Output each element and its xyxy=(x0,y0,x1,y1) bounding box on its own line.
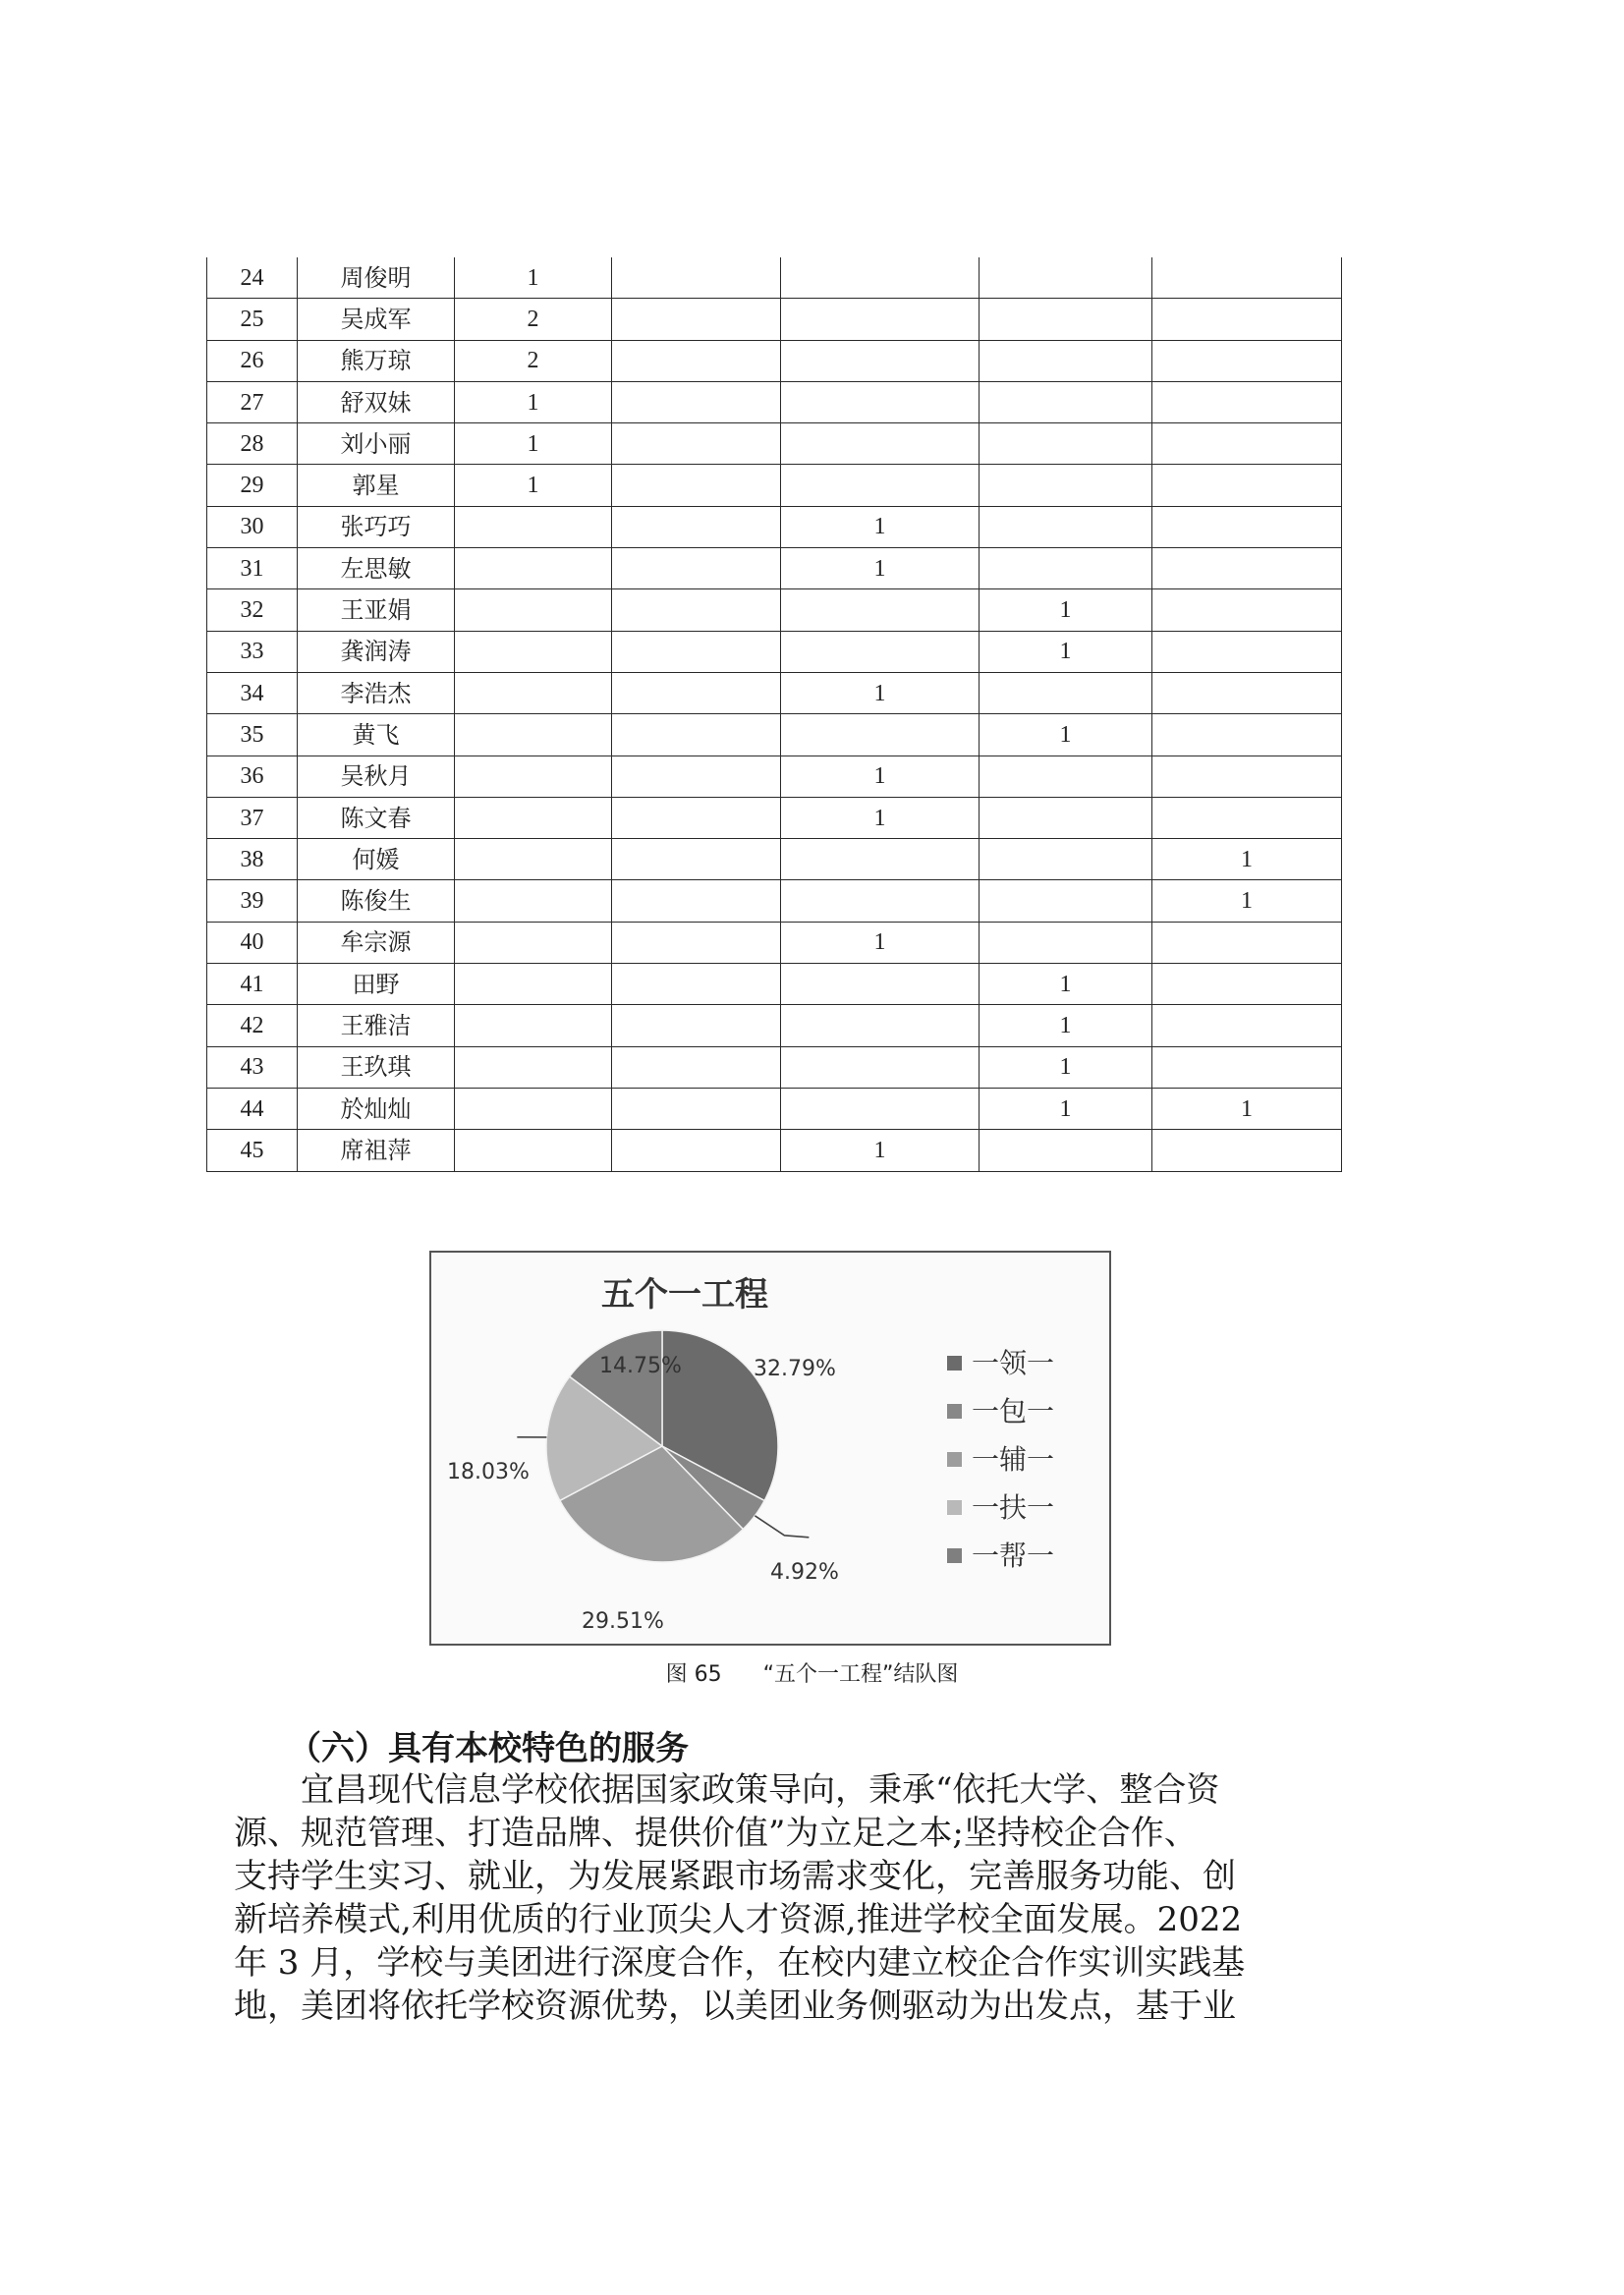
count-cell xyxy=(455,797,612,838)
name-cell: 王雅洁 xyxy=(298,1005,455,1046)
count-cell xyxy=(980,880,1152,922)
legend-label: 一辅一 xyxy=(972,1443,1055,1476)
table-row xyxy=(207,1046,1342,1088)
count-cell xyxy=(781,880,980,922)
row-number-cell: 44 xyxy=(207,1088,298,1129)
row-number-cell: 27 xyxy=(207,381,298,422)
count-cell xyxy=(781,381,980,422)
count-cell: 1 xyxy=(980,714,1152,756)
name-cell: 王亚娟 xyxy=(298,589,455,631)
count-cell xyxy=(1152,381,1342,422)
table-row xyxy=(207,880,1342,922)
slice-percent-label: 14.75% xyxy=(599,1354,682,1378)
count-cell xyxy=(980,548,1152,589)
count-cell xyxy=(455,922,612,963)
count-cell xyxy=(781,423,980,465)
slice-percent-label: 29.51% xyxy=(582,1609,664,1634)
count-cell xyxy=(612,1046,781,1088)
table-row xyxy=(207,922,1342,963)
count-cell xyxy=(612,1130,781,1171)
count-cell: 1 xyxy=(455,257,612,299)
row-number-cell: 36 xyxy=(207,756,298,797)
name-cell: 刘小丽 xyxy=(298,423,455,465)
count-cell xyxy=(980,506,1152,547)
row-number-cell: 45 xyxy=(207,1130,298,1171)
count-cell xyxy=(980,423,1152,465)
count-cell xyxy=(612,922,781,963)
count-cell xyxy=(781,299,980,340)
count-cell xyxy=(612,381,781,422)
count-cell xyxy=(781,839,980,880)
pie-chart-svg xyxy=(431,1253,1109,1644)
name-cell: 龚润涛 xyxy=(298,631,455,672)
count-cell xyxy=(612,631,781,672)
row-number-cell: 30 xyxy=(207,506,298,547)
count-cell xyxy=(612,423,781,465)
count-cell xyxy=(781,589,980,631)
table-row xyxy=(207,797,1342,838)
count-cell xyxy=(1152,589,1342,631)
table-row xyxy=(207,672,1342,713)
count-cell xyxy=(455,839,612,880)
table-row xyxy=(207,257,1342,299)
row-number-cell: 26 xyxy=(207,340,298,381)
row-number-cell: 24 xyxy=(207,257,298,299)
count-cell xyxy=(612,839,781,880)
count-cell xyxy=(612,964,781,1005)
legend-label: 一领一 xyxy=(972,1347,1055,1379)
count-cell xyxy=(455,880,612,922)
count-cell: 1 xyxy=(781,506,980,547)
name-cell: 何媛 xyxy=(298,839,455,880)
name-cell: 黄飞 xyxy=(298,714,455,756)
count-cell xyxy=(781,340,980,381)
count-cell xyxy=(1152,1005,1342,1046)
count-cell xyxy=(1152,1046,1342,1088)
count-cell xyxy=(781,1046,980,1088)
name-cell: 周俊明 xyxy=(298,257,455,299)
count-cell xyxy=(612,257,781,299)
table-row xyxy=(207,340,1342,381)
row-number-cell: 28 xyxy=(207,423,298,465)
table-row xyxy=(207,1088,1342,1129)
table-row xyxy=(207,299,1342,340)
count-cell xyxy=(612,1088,781,1129)
count-cell xyxy=(612,589,781,631)
count-cell xyxy=(980,299,1152,340)
count-cell xyxy=(1152,797,1342,838)
name-cell: 郭星 xyxy=(298,465,455,506)
count-cell xyxy=(455,964,612,1005)
count-cell xyxy=(980,381,1152,422)
count-cell: 1 xyxy=(781,756,980,797)
count-cell xyxy=(612,797,781,838)
count-cell xyxy=(455,714,612,756)
count-cell xyxy=(612,672,781,713)
table-row xyxy=(207,465,1342,506)
count-cell xyxy=(455,672,612,713)
count-cell xyxy=(612,714,781,756)
count-cell xyxy=(1152,423,1342,465)
count-cell xyxy=(781,964,980,1005)
row-number-cell: 35 xyxy=(207,714,298,756)
count-cell xyxy=(455,589,612,631)
paragraph-line: 宜昌现代信息学校依据国家政策导向，秉承“依托大学、整合资 xyxy=(301,1770,1220,1810)
legend-label: 一包一 xyxy=(972,1395,1055,1427)
count-cell xyxy=(612,299,781,340)
row-number-cell: 43 xyxy=(207,1046,298,1088)
row-number-cell: 29 xyxy=(207,465,298,506)
count-cell: 1 xyxy=(781,1130,980,1171)
chart-title: 五个一工程 xyxy=(601,1275,768,1315)
slice-percent-label: 4.92% xyxy=(770,1560,839,1585)
legend-label: 一扶一 xyxy=(972,1491,1055,1524)
name-cell: 田野 xyxy=(298,964,455,1005)
count-cell xyxy=(1152,964,1342,1005)
paragraph-line: 地，美团将依托学校资源优势，以美团业务侧驱动为出发点，基于业 xyxy=(234,1987,1236,2026)
section-heading: （六）具有本校特色的服务 xyxy=(288,1729,689,1768)
count-cell xyxy=(1152,257,1342,299)
count-cell: 1 xyxy=(455,381,612,422)
table-row xyxy=(207,756,1342,797)
count-cell xyxy=(1152,299,1342,340)
table-row xyxy=(207,589,1342,631)
legend-label: 一帮一 xyxy=(972,1539,1055,1572)
count-cell xyxy=(980,922,1152,963)
name-cell: 张巧巧 xyxy=(298,506,455,547)
count-cell xyxy=(455,506,612,547)
count-cell: 1 xyxy=(1152,839,1342,880)
count-cell xyxy=(781,1088,980,1129)
count-cell xyxy=(980,257,1152,299)
row-number-cell: 41 xyxy=(207,964,298,1005)
count-cell: 1 xyxy=(980,1088,1152,1129)
count-cell xyxy=(781,714,980,756)
table-row xyxy=(207,631,1342,672)
name-cell: 吴成军 xyxy=(298,299,455,340)
count-cell xyxy=(781,1005,980,1046)
legend-swatch xyxy=(947,1404,962,1419)
count-cell xyxy=(455,756,612,797)
count-cell: 1 xyxy=(980,631,1152,672)
count-cell: 1 xyxy=(455,465,612,506)
count-cell xyxy=(1152,506,1342,547)
count-cell xyxy=(612,340,781,381)
name-cell: 陈文春 xyxy=(298,797,455,838)
count-cell xyxy=(612,465,781,506)
count-cell xyxy=(781,465,980,506)
count-cell: 1 xyxy=(781,922,980,963)
count-cell xyxy=(612,1005,781,1046)
count-cell xyxy=(1152,714,1342,756)
table-row xyxy=(207,714,1342,756)
table-row xyxy=(207,423,1342,465)
count-cell xyxy=(612,880,781,922)
count-cell xyxy=(455,631,612,672)
table-row xyxy=(207,381,1342,422)
count-cell xyxy=(612,506,781,547)
count-cell xyxy=(980,340,1152,381)
count-cell xyxy=(1152,548,1342,589)
leader-line xyxy=(755,1516,809,1538)
count-cell: 2 xyxy=(455,299,612,340)
name-cell: 熊万琼 xyxy=(298,340,455,381)
slice-percent-label: 18.03% xyxy=(447,1460,530,1484)
row-number-cell: 25 xyxy=(207,299,298,340)
count-cell: 1 xyxy=(1152,1088,1342,1129)
name-cell: 牟宗源 xyxy=(298,922,455,963)
row-number-cell: 33 xyxy=(207,631,298,672)
count-cell xyxy=(612,756,781,797)
row-number-cell: 34 xyxy=(207,672,298,713)
count-cell: 1 xyxy=(980,589,1152,631)
count-cell xyxy=(455,548,612,589)
row-number-cell: 42 xyxy=(207,1005,298,1046)
count-cell xyxy=(1152,465,1342,506)
count-cell: 1 xyxy=(455,423,612,465)
name-cell: 王玖琪 xyxy=(298,1046,455,1088)
count-cell xyxy=(612,548,781,589)
table-row xyxy=(207,839,1342,880)
name-cell: 席祖萍 xyxy=(298,1130,455,1171)
legend-swatch xyxy=(947,1452,962,1467)
count-cell xyxy=(455,1046,612,1088)
count-cell: 1 xyxy=(781,548,980,589)
count-cell xyxy=(455,1005,612,1046)
count-cell xyxy=(1152,756,1342,797)
slice-percent-label: 32.79% xyxy=(754,1357,836,1381)
count-cell xyxy=(980,839,1152,880)
name-cell: 李浩杰 xyxy=(298,672,455,713)
table-row xyxy=(207,964,1342,1005)
table-row xyxy=(207,506,1342,547)
count-cell: 1 xyxy=(980,1046,1152,1088)
count-cell xyxy=(1152,340,1342,381)
paragraph-line: 新培养模式,利用优质的行业顶尖人才资源,推进学校全面发展。2022 xyxy=(234,1900,1243,1939)
count-cell xyxy=(980,672,1152,713)
count-cell xyxy=(980,797,1152,838)
count-cell xyxy=(1152,922,1342,963)
table-row xyxy=(207,548,1342,589)
table-row xyxy=(207,1130,1342,1171)
body-paragraph xyxy=(234,1768,1324,2028)
row-number-cell: 31 xyxy=(207,548,298,589)
row-number-cell: 39 xyxy=(207,880,298,922)
row-number-cell: 40 xyxy=(207,922,298,963)
count-cell xyxy=(980,1130,1152,1171)
name-cell: 吴秋月 xyxy=(298,756,455,797)
count-cell: 1 xyxy=(781,797,980,838)
name-cell: 左思敏 xyxy=(298,548,455,589)
table-row xyxy=(207,1005,1342,1046)
count-cell: 1 xyxy=(781,672,980,713)
legend-swatch xyxy=(947,1500,962,1515)
legend-swatch xyxy=(947,1548,962,1563)
paragraph-line: 年 3 月，学校与美团进行深度合作，在校内建立校企合作实训实践基 xyxy=(234,1943,1246,1983)
count-cell xyxy=(1152,631,1342,672)
count-cell: 2 xyxy=(455,340,612,381)
count-cell xyxy=(980,465,1152,506)
count-cell: 1 xyxy=(980,964,1152,1005)
row-number-cell: 37 xyxy=(207,797,298,838)
paragraph-line: 支持学生实习、就业，为发展紧跟市场需求变化，完善服务功能、创 xyxy=(234,1857,1236,1896)
legend-swatch xyxy=(947,1356,962,1371)
pie-chart xyxy=(429,1251,1111,1646)
row-number-cell: 38 xyxy=(207,839,298,880)
count-cell xyxy=(455,1130,612,1171)
count-cell xyxy=(781,257,980,299)
count-cell: 1 xyxy=(1152,880,1342,922)
count-cell xyxy=(1152,672,1342,713)
row-number-cell: 32 xyxy=(207,589,298,631)
count-cell xyxy=(1152,1130,1342,1171)
name-cell: 陈俊生 xyxy=(298,880,455,922)
figure-caption: 图 65 “五个一工程”结队图 xyxy=(665,1662,959,1687)
name-cell: 於灿灿 xyxy=(298,1088,455,1129)
paragraph-line: 源、规范管理、打造品牌、提供价值”为立足之本;坚持校企合作、 xyxy=(234,1814,1198,1853)
member-table xyxy=(206,257,1342,1172)
count-cell: 1 xyxy=(980,1005,1152,1046)
count-cell xyxy=(781,631,980,672)
name-cell: 舒双妹 xyxy=(298,381,455,422)
count-cell xyxy=(980,756,1152,797)
count-cell xyxy=(455,1088,612,1129)
